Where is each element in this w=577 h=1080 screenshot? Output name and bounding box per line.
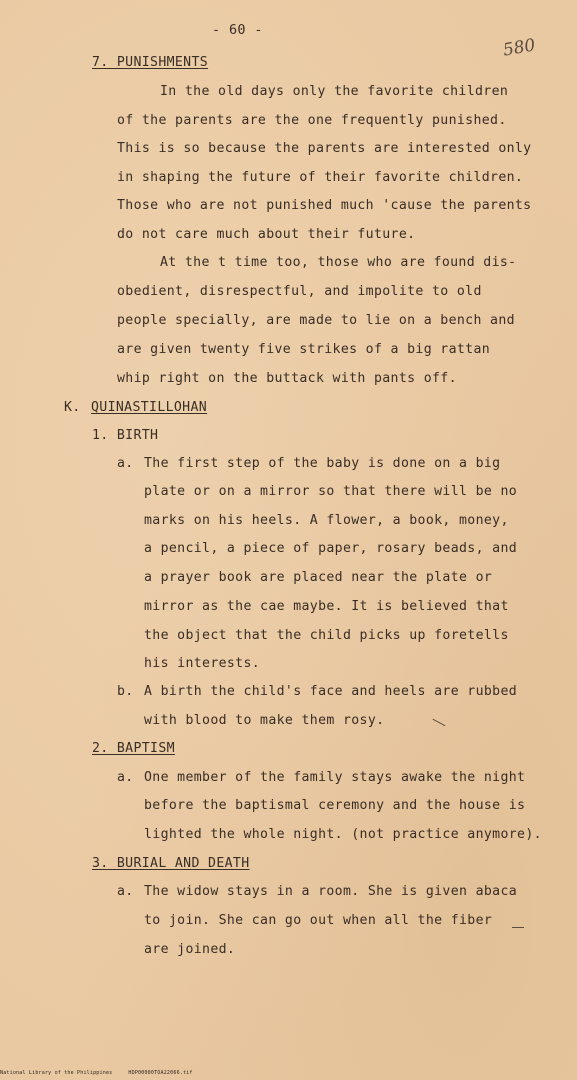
section-letter: K. [64, 400, 81, 415]
item-label: a. [117, 770, 134, 785]
baptism-a-line: lighted the whole night. (not practice anymore). [144, 827, 542, 842]
punishments-heading: 7. PUNISHMENTS [92, 55, 209, 70]
archive-footer: National Library of the Philippines HDP00000TOA22066.tif [0, 1070, 193, 1076]
punishments-line: people specially, are made to lie on a bench and [117, 313, 515, 328]
burial-a-line: to join. She can go out when all the fiber [144, 913, 493, 928]
birth-a-line: plate or on a mirror so that there will be no [144, 484, 518, 499]
page-number: - 60 - [212, 22, 263, 38]
punishments-line: This is so because the parents are interested only [117, 141, 532, 156]
birth-heading: 1. BIRTH [92, 428, 159, 443]
birth-a-line: The first step of the baby is done on a big [144, 456, 501, 471]
item-label: b. [117, 684, 134, 699]
birth-a-line: the object that the child picks up foretells [144, 628, 509, 643]
baptism-a-line: One member of the family stays awake the night [144, 770, 526, 785]
birth-a-line: a prayer book are placed near the plate or [144, 570, 493, 585]
punishments-line: whip right on the buttack with pants off. [117, 371, 457, 386]
burial-a-line: are joined. [144, 942, 236, 957]
baptism-heading: 2. BAPTISM [92, 741, 175, 756]
pen-stroke-mark [433, 719, 446, 726]
birth-b-line: A birth the child's face and heels are rubbed [144, 684, 518, 699]
birth-b-line: with blood to make them rosy. [144, 713, 385, 728]
punishments-line: obedient, disrespectful, and impolite to old [117, 284, 482, 299]
punishments-line: in shaping the future of their favorite children. [117, 170, 524, 185]
birth-a-line: mirror as the cae maybe. It is believed that [144, 599, 509, 614]
quinastillohan-heading: QUINASTILLOHAN [91, 400, 208, 415]
burial-a-line: The widow stays in a room. She is given abaca [144, 884, 518, 899]
punishments-line: do not care much about their future. [117, 227, 416, 242]
punishments-line: are given twenty five strikes of a big rattan [117, 342, 491, 357]
punishments-line: At the t time too, those who are found dis- [160, 255, 517, 270]
pen-stroke-mark [512, 927, 524, 928]
birth-a-line: marks on his heels. A flower, a book, money, [144, 513, 509, 528]
item-label: a. [117, 456, 134, 471]
handwritten-page-note: 580 [501, 35, 537, 61]
baptism-a-line: before the baptismal ceremony and the house is [144, 798, 526, 813]
punishments-line: of the parents are the one frequently punished. [117, 113, 507, 128]
birth-a-line: his interests. [144, 656, 261, 671]
burial-heading: 3. BURIAL AND DEATH [92, 856, 250, 871]
punishments-line: In the old days only the favorite children [160, 84, 509, 99]
punishments-line: Those who are not punished much 'cause the parents [117, 198, 532, 213]
item-label: a. [117, 884, 134, 899]
birth-a-line: a pencil, a piece of paper, rosary beads, and [144, 541, 518, 556]
